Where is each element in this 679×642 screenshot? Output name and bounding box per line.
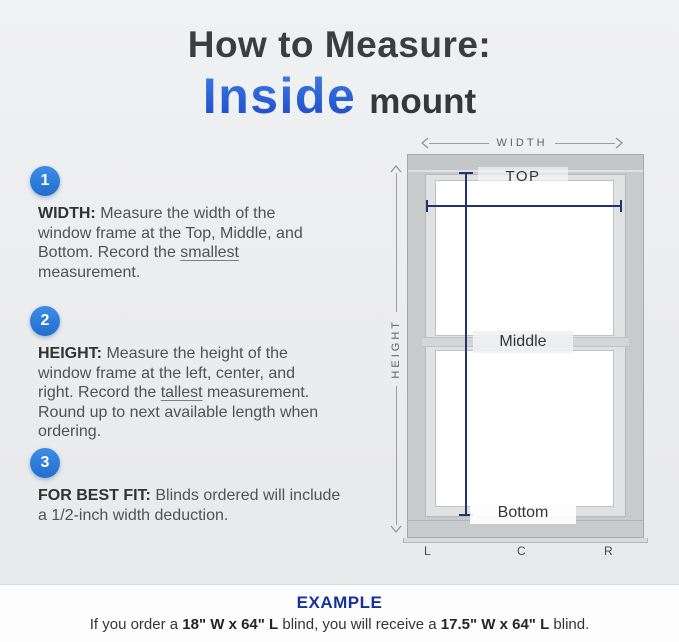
width-dimension-label: WIDTH bbox=[496, 137, 548, 149]
height-dimension-label: HEIGHT bbox=[390, 319, 402, 379]
step-text-segment: Blinds ordered will include a 1/2-inch width deduction. bbox=[38, 487, 341, 524]
example-text-segment: blind. bbox=[549, 616, 590, 633]
step-width bbox=[30, 166, 370, 282]
arrow-right-icon bbox=[615, 137, 624, 149]
bottom-position-label: Bottom bbox=[470, 502, 576, 524]
example-section bbox=[0, 584, 679, 642]
page-title bbox=[0, 24, 679, 125]
window-pane-upper bbox=[435, 180, 614, 336]
step-text-segment: measurement. bbox=[38, 263, 141, 281]
step-text-segment: Measure the width of the window frame at the Top, Middle, and Bottom. Record the bbox=[38, 205, 303, 261]
example-sentence bbox=[0, 616, 679, 633]
underlined-word: smallest bbox=[180, 244, 239, 261]
step-number-badge: 1 bbox=[30, 166, 60, 196]
example-text-segment: If you order a bbox=[89, 616, 183, 633]
step-text-segment: Measure the height of the window frame at the left, center, and right. Record the bbox=[38, 345, 296, 401]
step-width-label: WIDTH: bbox=[38, 205, 96, 222]
underlined-word: tallest bbox=[160, 384, 203, 401]
arrow-left-icon bbox=[420, 137, 429, 149]
middle-position-label: Middle bbox=[473, 331, 573, 353]
title-line2 bbox=[0, 67, 679, 125]
dimension-line bbox=[555, 143, 615, 144]
marker-center: C bbox=[517, 544, 527, 558]
marker-left: L bbox=[424, 544, 432, 558]
horizontal-measure-line bbox=[426, 205, 622, 207]
example-ordered-size: 18" W x 64" L bbox=[182, 616, 279, 633]
horizontal-measure-tick-right bbox=[620, 200, 622, 212]
arrow-down-icon bbox=[390, 525, 402, 534]
step-height-text bbox=[38, 344, 326, 442]
step-best-fit-text bbox=[38, 486, 352, 525]
window-sill bbox=[403, 538, 648, 543]
top-position-label: TOP bbox=[478, 167, 568, 186]
dimension-line bbox=[396, 173, 397, 312]
step-best-fit-label: FOR BEST FIT: bbox=[38, 487, 151, 504]
horizontal-measure-tick-left bbox=[426, 200, 428, 212]
step-number-badge: 2 bbox=[30, 306, 60, 336]
step-number-badge: 3 bbox=[30, 448, 60, 478]
vertical-measure-tick-top bbox=[459, 172, 473, 174]
vertical-measure-line bbox=[465, 172, 467, 516]
dimension-line bbox=[429, 143, 489, 144]
height-dimension-arrow bbox=[389, 164, 403, 534]
step-width-text bbox=[38, 204, 326, 282]
step-height-label: HEIGHT: bbox=[38, 345, 102, 362]
step-best-fit bbox=[30, 448, 370, 525]
title-line1: How to Measure: bbox=[187, 24, 492, 65]
marker-right: R bbox=[604, 544, 614, 558]
example-text-segment: blind, you will receive a bbox=[278, 616, 441, 633]
arrow-up-icon bbox=[390, 164, 402, 173]
title-rest: mount bbox=[369, 82, 477, 121]
example-heading: EXAMPLE bbox=[296, 593, 383, 612]
window-pane-lower bbox=[435, 350, 614, 507]
title-highlight: Inside bbox=[202, 68, 357, 124]
dimension-line bbox=[396, 386, 397, 525]
example-received-size: 17.5" W x 64" L bbox=[440, 616, 550, 633]
step-height bbox=[30, 306, 370, 442]
width-dimension-arrow bbox=[420, 136, 624, 150]
step-text-segment: measurement. Round up to next available length when ordering. bbox=[38, 384, 319, 440]
